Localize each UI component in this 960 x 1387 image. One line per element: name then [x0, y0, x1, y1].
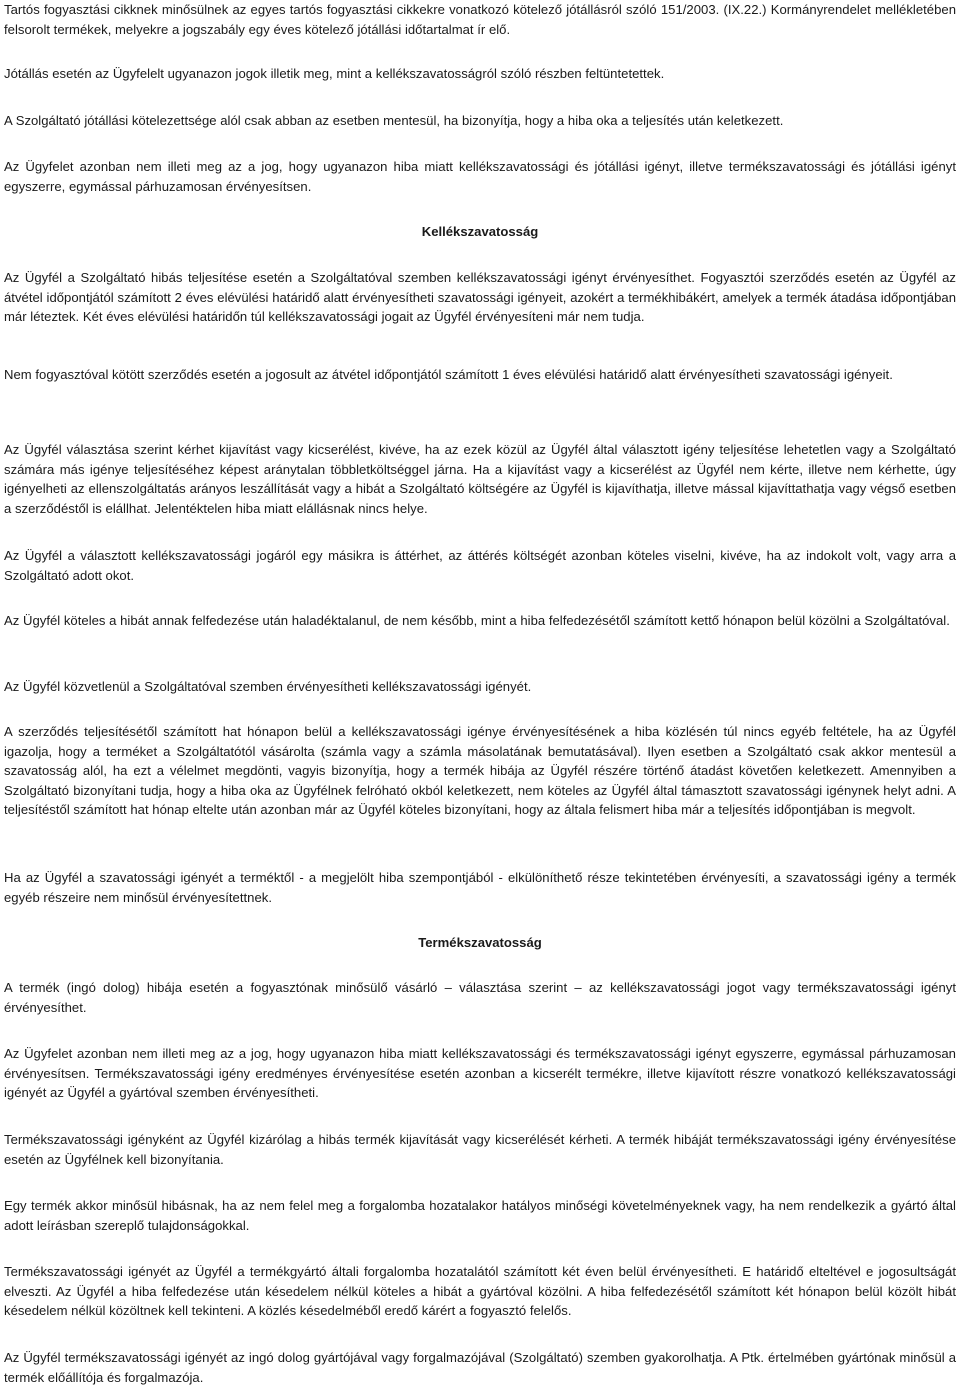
intro-paragraph-3: A Szolgáltató jótállási kötelezettsége alól csak abban az esetben mentesül, ha bizonyítja, hogy a hiba oka a teljesítés után keletkezett. [4, 113, 784, 128]
kellek-paragraph-4: Az Ügyfél a választott kellékszavatossági jogáról egy másikra is áttérhet, az áttérés költségét azonban köteles viselni, kivéve, ha az indokolt volt, vagy arra a Szolgáltató adott okot. [4, 548, 956, 583]
kellek-paragraph-3: Az Ügyfél választása szerint kérhet kijavítást vagy kicserélést, kivéve, ha az ezek közül az Ügyfél által választott igény teljesítése lehetetlen vagy a Szolgáltató számára más igénye teljesítéséhez képest aránytalan többletköltséggel járna. Ha a kijavítást vagy a kicserélést az Ügyfél nem kérte, illetve nem kérhette, úgy igényelheti az ellenszolgáltatás arányos leszállítását vagy a hibát a Szolgáltató költségére az Ügyfél is kijavíthatja, illetve mással kijavíttathatja vagy végső esetben a szerződéstől is elállhat. Jelentéktelen hiba miatt elállásnak nincs helye. [4, 442, 956, 516]
termek-paragraph-2: Az Ügyfelet azonban nem illeti meg az a jog, hogy ugyanazon hiba miatt kellékszavatossági és termékszavatossági igényt egyszerre, egymással párhuzamosan érvényesítsen. Termékszavatossági igény eredményes érvényesítése esetén azonban a kicserélt termékre, illetve kijavított részre vonatkozó kellékszavatossági igényét az Ügyfél a gyártóval szemben érvényesítheti. [4, 1046, 956, 1101]
kellek-paragraph-1: Az Ügyfél a Szolgáltató hibás teljesítése esetén a Szolgáltatóval szemben kellékszavatossági igényt érvényesíthet. Fogyasztói szerződés esetén az Ügyfél az átvétel időpontjától számított 2 éves elévülési határidő alatt érvényesítheti szavatossági igényeit, azokért a termékhibákért, amelyek a termék átadása időpontjában már léteztek. Két éves elévülési határidőn túl kellékszavatossági jogait az Ügyfél érvényesíteni már nem tudja. [4, 270, 956, 325]
kellek-paragraph-5: Az Ügyfél köteles a hibát annak felfedezése után haladéktalanul, de nem később, mint a hiba felfedezésétől számított kettő hónapon belül közölni a Szolgáltatóval. [4, 613, 950, 628]
termek-paragraph-6: Az Ügyfél termékszavatossági igényét az ingó dolog gyártójával vagy forgalmazójával (Szolgáltató) szemben gyakorolhatja. A Ptk. értelmében gyártónak minősül a termék előállítója és forgalmazója. [4, 1350, 956, 1385]
termek-paragraph-3: Termékszavatossági igényként az Ügyfél kizárólag a hibás termék kijavítását vagy kicserélését kérheti. A termék hibáját termékszavatossági igény érvényesítése esetén az Ügyfélnek kell bizonyítania. [4, 1132, 956, 1167]
kellek-paragraph-6: Az Ügyfél közvetlenül a Szolgáltatóval szemben érvényesítheti kellékszavatossági igényét. [4, 679, 532, 694]
termek-paragraph-5: Termékszavatossági igényét az Ügyfél a termékgyártó általi forgalomba hozatalától számított két éven belül érvényesítheti. E határidő elteltével e jogosultságát elveszti. Az Ügyfél a hiba felfedezése után késedelem nélkül köteles a hibát a gyártóval közölni. A hiba felfedezésétől számított két hónapon belül közölt hibát késedelem nélkül közöltnek kell tekinteni. A közlés késedelméből eredő kárért a fogyasztó felelős. [4, 1264, 956, 1319]
section-heading-kellekszavatossag: Kellékszavatosság [421, 224, 539, 239]
kellek-paragraph-2: Nem fogyasztóval kötött szerződés esetén a jogosult az átvétel időpontjától számított 1 éves elévülési határidő alatt érvényesítheti szavatossági igényeit. [4, 367, 893, 382]
section-heading-termekszavatossag: Termékszavatosság [418, 935, 542, 950]
kellek-paragraph-8: Ha az Ügyfél a szavatossági igényét a terméktől - a megjelölt hiba szempontjából - elkülöníthető része tekintetében érvényesíti, a szavatossági igény a termék egyéb részeire nem minősül érvényesítettnek. [4, 870, 956, 905]
kellek-paragraph-7: A szerződés teljesítésétől számított hat hónapon belül a kellékszavatossági igénye érvényesítésének a hiba közlésén túl nincs egyéb feltétele, ha az Ügyfél igazolja, hogy a terméket a Szolgáltatótól vásárolta (számla vagy a számla másolatának bemutatásával). Ilyen esetben a Szolgáltató csak akkor mentesül a szavatosság alól, ha ezt a vélelmet megdönti, vagyis bizonyítja, hogy a termék hibája az Ügyfél részére történő átadást követően keletkezett. Amennyiben a Szolgáltató bizonyítani tudja, hogy a hiba oka az Ügyfélnek felróható okból keletkezett, nem köteles az Ügyfél által támasztott szavatossági igénynek helyt adni. A teljesítéstől számított hat hónap elteltе után azonban már az Ügyfél köteles bizonyítani, hogy az általa felismert hiba már a teljesítés időpontjában is megvolt. [4, 724, 956, 818]
termek-paragraph-1: A termék (ingó dolog) hibája esetén a fogyasztónak minősülő vásárló – választása szerint – az kellékszavatossági jogot vagy termékszavatossági igényt érvényesíthet. [4, 980, 956, 1015]
intro-paragraph-2: Jótállás esetén az Ügyfelelt ugyanazon jogok illetik meg, mint a kellékszavatosságról szóló részben feltüntetettek. [4, 66, 665, 81]
termek-paragraph-4: Egy termék akkor minősül hibásnak, ha az nem felel meg a forgalomba hozatalakor hatályos minőségi követelményeknek vagy, ha nem rendelkezik a gyártó által adott leírásban szereplő tulajdonságokkal. [4, 1198, 956, 1233]
intro-paragraph-1: Tartós fogyasztási cikknek minősülnek az egyes tartós fogyasztási cikkekre vonatkozó kötelező jótállásról szóló 151/2003. (IX.22.) Kormányrendelet mellékletében felsorolt termékek, melyekre a jogszabály egy éves kötelező jótállási időtartalmat ír elő. [4, 2, 956, 37]
intro-paragraph-4: Az Ügyfelet azonban nem illeti meg az a jog, hogy ugyanazon hiba miatt kellékszavatossági és jótállási igényt, illetve termékszavatossági és jótállási igényt egyszerre, egymással párhuzamosan érvényesítsen. [4, 159, 956, 194]
